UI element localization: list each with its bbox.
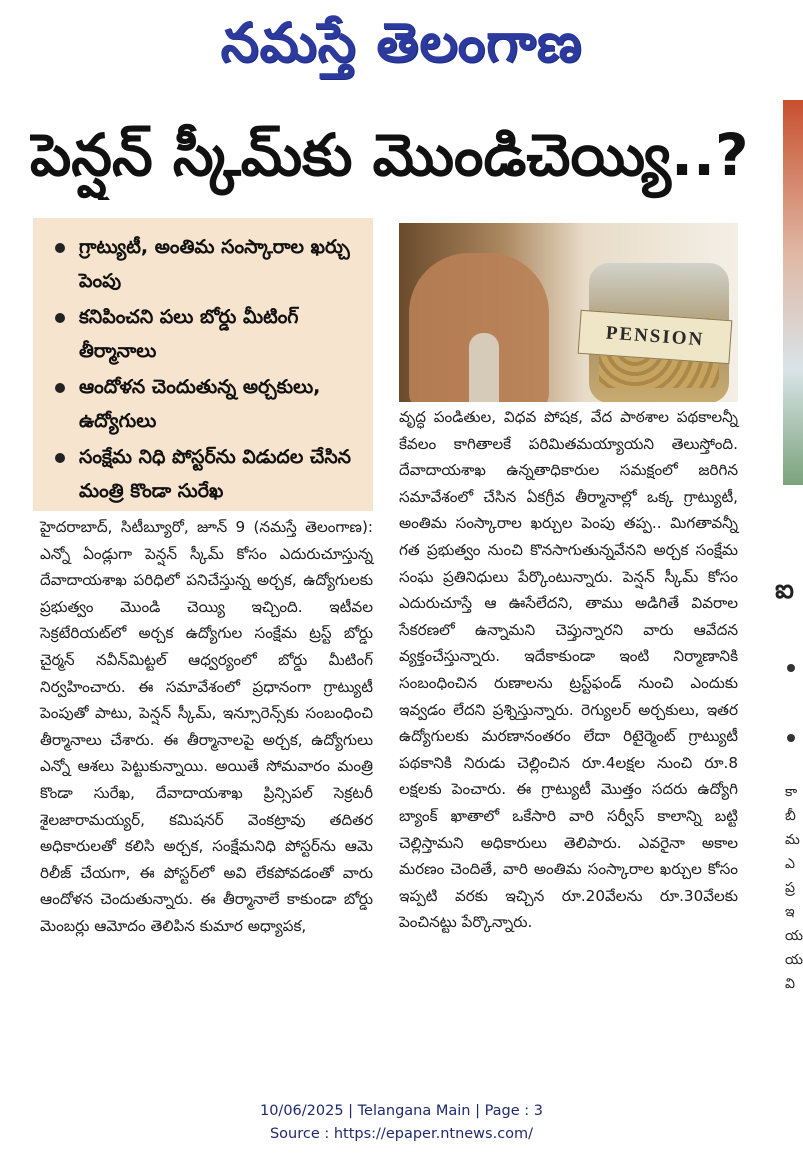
adjacent-text-fragment: బీ	[785, 808, 796, 824]
adjacent-text-fragment: య	[785, 928, 803, 944]
adjacent-text-fragment: ప్ర	[785, 880, 795, 896]
article-body-left-column: హైదరాబాద్, సిటీబ్యూరో, జూన్ 9 (నమస్తే తెలంగాణ): ఎన్నో ఏండ్లుగా పెన్షన్ స్కీమ్ కోసం ఎదురుచూస్తున్న దేవాదాయశాఖ పరిధిలో పనిచేస్తున్న అర్చక, ఉద్యోగులకు ప్రభుత్వం మొండి చెయ్యి ఇచ్చింది. ఇటీవల సెక్రటేరియట్‌లో అర్చక ఉద్యోగుల సంక్షేమ ట్రస్ట్ బోర్డు చైర్మన్ నవీన్‌మిట్టల్ ఆధ్వర్యంలో బోర్డు మీటింగ్ నిర్వహించారు. ఈ సమావేశంలో ప్రధానంగా గ్రాట్యుటీ పెంపుతో పాటు, పెన్షన్ స్కీమ్, ఇన్సూరెన్స్‌కు సంబంధించి తీర్మానాలు చేశారు. ఈ తీర్మానాలపై అర్చక, ఉద్యోగులు ఎన్నో ఆశలు పెట్టుకున్నాయి. అయితే సోమవారం మంత్రి కొండా సురేఖ, దేవాదాయశాఖ ప్రిన్సిపల్ సెక్రటరీ శైలజారామయ్యర్, కమిషనర్ వెంకట్రావు తదితర అధికారులతో కలిసి అర్చక, సంక్షేమనిధి పోస్టర్‌ను ఆమె రిలీజ్ చేయగా, ఈ పోస్టర్‌లో అవి లేకపోవడంతో వారు ఆందోళన చెందుతున్నారు. ఈ తీర్మానాలే కాకుండా బోర్డు మెంబర్లు ఆమోదం తెలిపిన కుమార అధ్యాపక,	[40, 518, 373, 935]
pension-tag-label: PENSION	[578, 310, 733, 364]
highlight-item: సంక్షేమ నిధి పోస్టర్‌ను విడుదల చేసిన మంత్రి కొండా సురేఖ	[53, 440, 363, 508]
bullet-icon	[787, 734, 795, 742]
article-headline: పెన్షన్ స్కీమ్‌కు మొండిచెయ్యి..?	[30, 121, 749, 189]
article-body-right-column: వృద్ధ పండితుల, విధవ పోషక, వేద పాఠశాల పథకాలన్నీ కేవలం కాగితాలకే పరిమితమయ్యాయని తెలుస్తోంది. దేవాదాయశాఖ ఉన్నతాధికారుల సమక్షంలో జరిగిన సమావేశంలో చేసిన ఏకగ్రీవ తీర్మానాల్లో ఒక్క గ్రాట్యుటీ, అంతిమ సంస్కారాల ఖర్చుల పెంపు తప్ప.. మిగతావన్నీ గత ప్రభుత్వం నుంచి కొనసాగుతున్నవేనని అర్చక సంక్షేమ సంఘ ప్రతినిధులు పేర్కొంటున్నారు. పెన్షన్ స్కీమ్ కోసం ఎదురుచూస్తే ఆ ఊసేలేదని, తాము అడిగితే వివరాల సేకరణలో ఉన్నామని చెప్తున్నారని వారు ఆవేదన వ్యక్తంచేస్తున్నారు. ఇదేకాకుండా ఇంటి నిర్మాణానికి సంబంధించిన రుణాలను ట్రస్ట్‌ఫండ్ నుంచి ఎందుకు ఇవ్వడం లేదని ప్రశ్నిస్తున్నారు. రెగ్యులర్ అర్చకులు, ఇతర ఉద్యోగులకు మరణానంతరం లేదా రిటైర్మెంట్ గ్రాట్యుటీ పథకానికి నిరుడు చెల్లించిన రూ.4లక్షల నుంచి రూ.8 లక్షలకు పెంచారు. ఈ గ్రాట్యుటీ మొత్తం సదరు ఉద్యోగి బ్యాంక్ ఖాతాలో ఒకేసారి వారి సర్వీస్ కాలాన్ని బట్టి చెల్లిస్తామని అధికారులు తెలిపారు. ఎవరైనా అకాల మరణం చెందితే, వారి అంతిమ సంస్కారాల ఖర్చుల కోసం ఇప్పటి వరకు ఇచ్చిన రూ.20వేలను రూ.30వేలకు పెంచినట్టు పేర్కొన్నారు.	[399, 408, 738, 932]
newspaper-masthead: నమస్తే తెలంగాణ	[220, 11, 583, 74]
highlights-box	[33, 218, 373, 511]
bullet-icon	[787, 664, 795, 672]
adjacent-heading-fragment: ఐ	[775, 575, 794, 605]
pension-jar-photo	[399, 223, 738, 402]
page-footer	[0, 1100, 803, 1146]
adjacent-article-photo-strip	[783, 100, 803, 485]
adjacent-text-fragment: య	[785, 952, 803, 968]
highlight-item: ఆందోళన చెందుతున్న అర్చకులు, ఉద్యోగులు	[53, 370, 363, 438]
adjacent-text-fragment: మ	[785, 832, 800, 848]
walking-cane-graphic	[469, 333, 499, 402]
highlight-item: కనిపించని పలు బోర్డు మీటింగ్ తీర్మానాలు	[53, 300, 363, 368]
adjacent-text-fragment: ఎ	[785, 856, 795, 872]
adjacent-text-fragment: ఇ	[785, 904, 795, 920]
adjacent-text-fragment: వి	[785, 976, 795, 992]
source-link[interactable]: Source : https://epaper.ntnews.com/	[269, 1126, 534, 1142]
adjacent-text-fragment: కా	[785, 784, 798, 800]
highlight-item: గ్రాట్యుటీ, అంతిమ సంస్కారాల ఖర్చు పెంపు	[53, 230, 363, 298]
adjacent-article-fragment	[775, 570, 803, 1050]
edition-date-line: 10/06/2025 | Telangana Main | Page : 3	[259, 1103, 544, 1119]
